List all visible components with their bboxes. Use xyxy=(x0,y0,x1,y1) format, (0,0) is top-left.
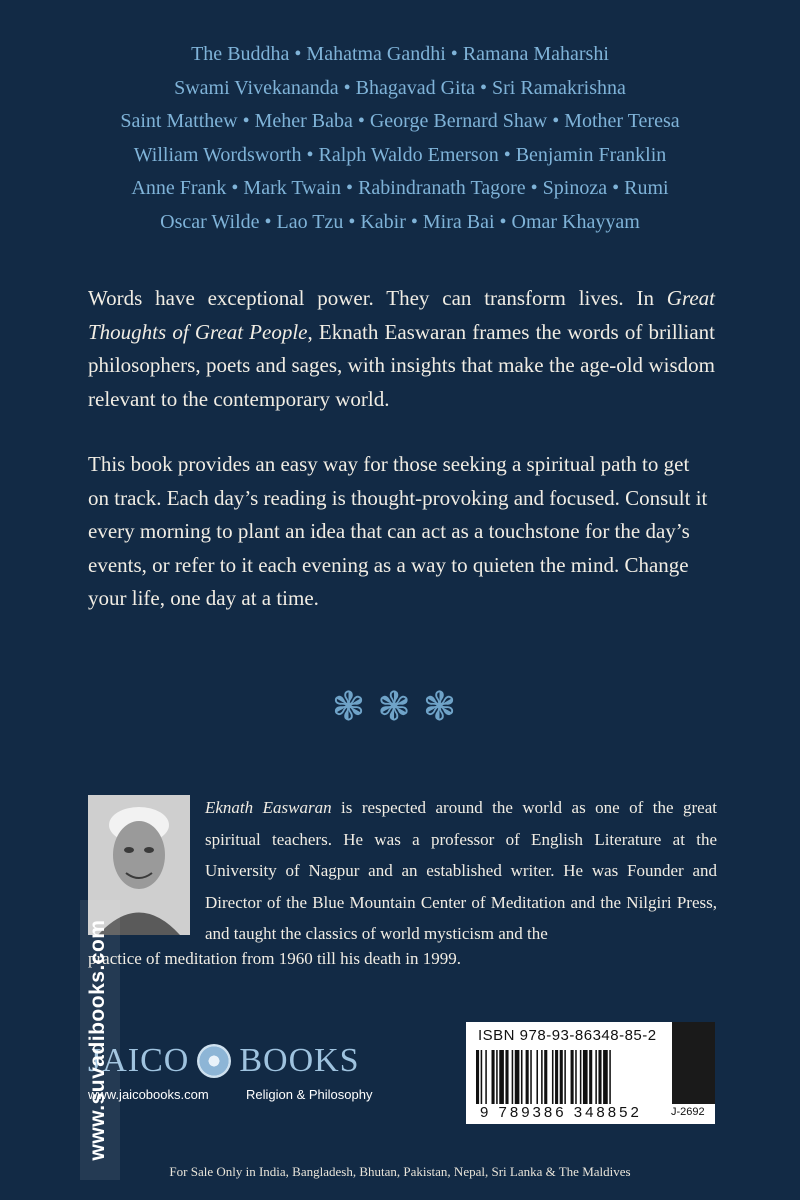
featured-names-list xyxy=(0,38,800,239)
names-line: Swami Vivekananda • Bhagavad Gita • Sri Ramakrishna xyxy=(174,76,626,99)
publisher-url: www.jaicobooks.com xyxy=(88,1087,209,1102)
names-line: The Buddha • Mahatma Gandhi • Ramana Maharshi xyxy=(191,43,609,65)
barcode-bar xyxy=(598,1050,601,1104)
barcode-bar xyxy=(555,1050,558,1104)
publisher-name-left: JAICO xyxy=(88,1042,190,1079)
site-watermark xyxy=(80,900,120,1180)
barcode-bar xyxy=(476,1050,479,1104)
author-name: Eknath Easwaran xyxy=(205,798,332,817)
publisher-emblem-icon xyxy=(197,1044,231,1078)
barcode-bar xyxy=(564,1050,566,1104)
barcode-bar xyxy=(526,1050,529,1104)
barcode-bar xyxy=(512,1050,514,1104)
sale-territory-note: For Sale Only in India, Bangladesh, Bhutan, Pakistan, Nepal, Sri Lanka & The Maldives xyxy=(169,1164,631,1179)
barcode-bar xyxy=(583,1050,588,1104)
barcode-panel xyxy=(466,1022,715,1124)
description-paragraph-2: This book provides an easy way for those seeking a spiritual path to get on track. Each day’s reading is thought-provoking and focused. Consult it every morning to plant an idea that can act as a touchstone for the day’s events, or refer to it each evening as a way to quieten the mind. Change your life, one day at a time. xyxy=(88,452,708,610)
description-paragraph-1 xyxy=(88,282,715,416)
barcode-bar xyxy=(560,1050,563,1104)
description-text: Words have exceptional power. They can transform lives. In xyxy=(88,286,667,310)
barcode-bar xyxy=(499,1050,504,1104)
barcode-bar xyxy=(541,1050,543,1104)
book-category: Religion & Philosophy xyxy=(246,1087,373,1102)
barcode-bar xyxy=(481,1050,483,1104)
barcode-bar xyxy=(496,1050,498,1104)
barcode-bar xyxy=(505,1050,508,1104)
book-code: J-2692 xyxy=(671,1106,705,1118)
barcode-price-block xyxy=(672,1022,715,1104)
publisher-logo xyxy=(88,1042,360,1080)
barcode-bar xyxy=(595,1050,597,1104)
barcode-bar xyxy=(552,1050,554,1104)
barcode-bar xyxy=(492,1050,495,1104)
barcode-bar xyxy=(571,1050,574,1104)
barcode-bar xyxy=(575,1050,577,1104)
barcode-bar xyxy=(515,1050,520,1104)
barcode-bar xyxy=(603,1050,608,1104)
author-bio xyxy=(205,792,717,950)
barcode-bar xyxy=(589,1050,592,1104)
barcode-graphic xyxy=(476,1050,666,1104)
author-bio-last-line: practice of meditation from 1960 till his death in 1999. xyxy=(88,949,461,968)
flower-ornament-icon: ❃❃❃ xyxy=(331,684,469,729)
barcode-bar xyxy=(485,1050,487,1104)
author-bio-text: is respected around the world as one of the great spiritual teachers. He was a professor of English Literature at the University of Nagpur and an established writer. He was Founder and Director of the Blue Mountain Center of Meditation and the Nilgiri Press, and taught the classics of world mysticism and the xyxy=(205,798,717,943)
barcode-digits: 9 789386 348852 xyxy=(480,1104,642,1121)
book-title: Great Thoughts of Great People xyxy=(88,286,715,344)
isbn-number: ISBN 978-93-86348-85-2 xyxy=(478,1027,657,1044)
description-text: , Eknath Easwaran frames the words of brilliant philosophers, poets and sages, with insights that make the age-old wisdom relevant to the contemporary world. xyxy=(88,319,715,411)
names-line: William Wordsworth • Ralph Waldo Emerson • Benjamin Franklin xyxy=(133,143,667,166)
barcode-bar xyxy=(609,1050,611,1104)
barcode-bar xyxy=(544,1050,547,1104)
barcode-bar xyxy=(580,1050,582,1104)
barcode-bar xyxy=(536,1050,538,1104)
publisher-name-right: BOOKS xyxy=(239,1042,360,1079)
barcode-bar xyxy=(530,1050,532,1104)
barcode-bar xyxy=(521,1050,523,1104)
names-line: Oscar Wilde • Lao Tzu • Kabir • Mira Bai • Omar Khayyam xyxy=(160,210,640,233)
names-line: Anne Frank • Mark Twain • Rabindranath Tagore • Spinoza • Rumi xyxy=(131,177,669,199)
watermark-text: www.suvadibooks.com xyxy=(86,919,109,1161)
names-line: Saint Matthew • Meher Baba • George Bernard Shaw • Mother Teresa xyxy=(120,110,680,132)
